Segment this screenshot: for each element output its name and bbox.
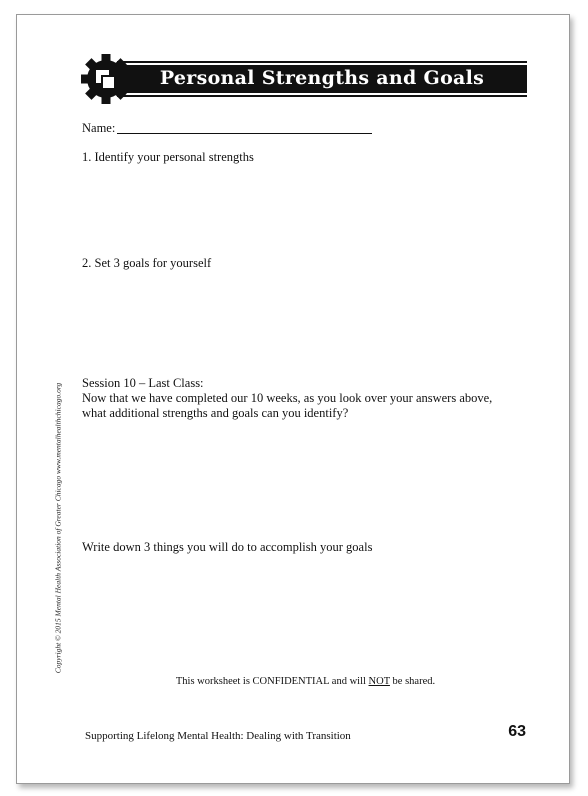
session-text-line-1: Now that we have completed our 10 weeks, as you look over your answers above,	[82, 391, 493, 405]
session-heading: Session 10 – Last Class:	[82, 376, 204, 390]
confidential-emphasis: NOT	[368, 676, 390, 687]
banner-top-rule	[117, 61, 527, 63]
banner-bottom-rule	[117, 95, 527, 97]
side-copyright: Copyright © 2015 Mental Health Association of Greater Chicago www.mentalhealthchicago.org	[53, 382, 63, 674]
name-field[interactable]	[117, 132, 372, 134]
confidential-text-end: be shared.	[389, 676, 436, 687]
confidential-notice	[0, 676, 588, 687]
footer-book-title: Supporting Lifelong Mental Health: Dealing with Transition	[85, 730, 351, 742]
name-label: Name:	[82, 121, 116, 135]
question-1: 1. Identify your personal strengths	[82, 150, 254, 164]
page-number: 63	[508, 723, 526, 740]
page-title: Personal Strengths and Goals	[159, 67, 485, 89]
session-text-line-2: what additional strengths and goals can you identify?	[82, 406, 349, 420]
question-2: 2. Set 3 goals for yourself	[82, 256, 212, 270]
confidential-text-start: This worksheet is CONFIDENTIAL and will	[175, 676, 369, 687]
question-final: Write down 3 things you will do to accomplish your goals	[82, 540, 373, 554]
title-banner	[117, 61, 527, 98]
